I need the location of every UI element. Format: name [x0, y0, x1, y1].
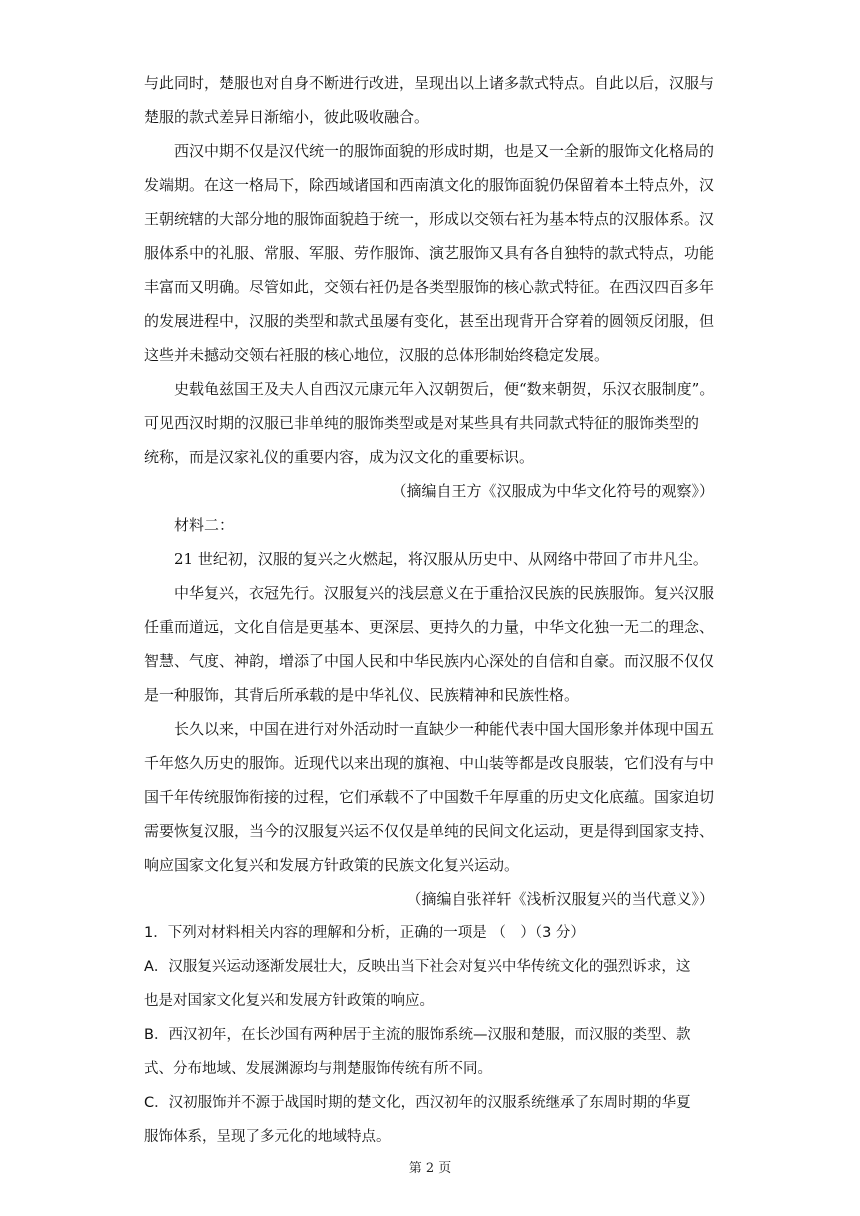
text-line: 可见西汉时期的汉服已非单纯的服饰类型或是对某些具有共同款式特征的服饰类型的 [144, 414, 700, 432]
answer-option-c-cont: 服饰体系，呈现了多元化的地域特点。 [144, 1129, 391, 1145]
question-stem: 1．下列对材料相关内容的理解和分析，正确的一项是 （ ）（3 分） [144, 925, 585, 941]
text-line: 这些并未撼动交领右衽服的核心地位，汉服的总体形制始终稳定发展。 [144, 346, 610, 364]
text-line: 楚服的款式差异日渐缩小，彼此吸收融合。 [144, 108, 430, 126]
text-line: 丰富而又明确。尽管如此，交领右衽仍是各类型服饰的核心款式特征。在西汉四百多年 [144, 278, 715, 296]
text-line: 史载龟兹国王及夫人自西汉元康元年入汉朝贺后，便“数来朝贺，乐汉衣服制度”。 [174, 380, 715, 398]
text-line: 国千年传统服饰衔接的过程，它们承载不了中国数千年厚重的历史文化底蕴。国家迫切 [144, 788, 715, 806]
text-line: 长久以来，中国在进行对外活动时一直缺少一种能代表中国大国形象并体现中国五 [174, 720, 715, 738]
text-line: 与此同时，楚服也对自身不断进行改进，呈现出以上诸多款式特点。自此以后，汉服与 [144, 74, 715, 92]
answer-option-a: A．汉服复兴运动逐渐发展壮大，反映出当下社会对复兴中华传统文化的强烈诉求，这 [144, 959, 691, 975]
text-line: 任重而道远，文化自信是更基本、更深层、更持久的力量，中华文化独一无二的理念、 [144, 618, 715, 636]
text-line: 发端期。在这一格局下，除西域诸国和西南滇文化的服饰面貌仍保留着本土特点外，汉 [144, 176, 715, 194]
text-line: 需要恢复汉服，当今的汉服复兴运不仅仅是单纯的民间文化运动，更是得到国家支持、 [144, 822, 715, 840]
source-citation: （摘编自王方《汉服成为中华文化符号的观察》） [391, 482, 714, 500]
answer-option-b-cont: 式、分布地域、发展渊源均与荆楚服饰传统有所不同。 [144, 1061, 492, 1077]
text-line: 智慧、气度、神韵，增添了中国人民和中华民族内心深处的自信和自豪。而汉服不仅仅 [144, 652, 715, 670]
page-number: 第 2 页 [408, 1161, 452, 1176]
text-line: 响应国家文化复兴和发展方针政策的民族文化复兴运动。 [144, 856, 520, 874]
answer-option-b: B．西汉初年，在长沙国有两种居于主流的服饰系统—汉服和楚服，而汉服的类型、款 [144, 1027, 691, 1043]
source-citation: （摘编自张祥轩《浅析汉服复兴的当代意义》） [406, 890, 714, 908]
answer-option-c: C．汉初服饰并不源于战国时期的楚文化，西汉初年的汉服系统继承了东周时期的华夏 [144, 1095, 691, 1111]
text-line: 21 世纪初，汉服的复兴之火燃起，将汉服从历史中、从网络中带回了市井凡尘。 [174, 550, 708, 568]
answer-option-a-cont: 也是对国家文化复兴和发展方针政策的响应。 [144, 993, 434, 1009]
text-line: 的发展进程中，汉服的类型和款式虽屡有变化，甚至出现背开合穿着的圆领反闭服，但 [144, 312, 715, 330]
text-line: 千年悠久历史的服饰。近现代以来出现的旗袍、中山装等都是改良服装，它们没有与中 [144, 754, 715, 772]
text-line: 是一种服饰，其背后所承载的是中华礼仪、民族精神和民族性格。 [144, 686, 580, 704]
text-line: 服体系中的礼服、常服、军服、劳作服饰、演艺服饰又具有各自独特的款式特点，功能 [144, 244, 715, 262]
section-heading: 材料二： [174, 516, 235, 534]
text-line: 王朝统辖的大部分地的服饰面貌趋于统一，形成以交领右衽为基本特点的汉服体系。汉 [144, 210, 715, 228]
text-line: 西汉中期不仅是汉代统一的服饰面貌的形成时期，也是又一全新的服饰文化格局的 [174, 142, 715, 160]
text-line: 统称，而是汉家礼仪的重要内容，成为汉文化的重要标识。 [144, 448, 535, 466]
text-line: 中华复兴，衣冠先行。汉服复兴的浅层意义在于重拾汉民族的民族服饰。复兴汉服 [174, 584, 715, 602]
